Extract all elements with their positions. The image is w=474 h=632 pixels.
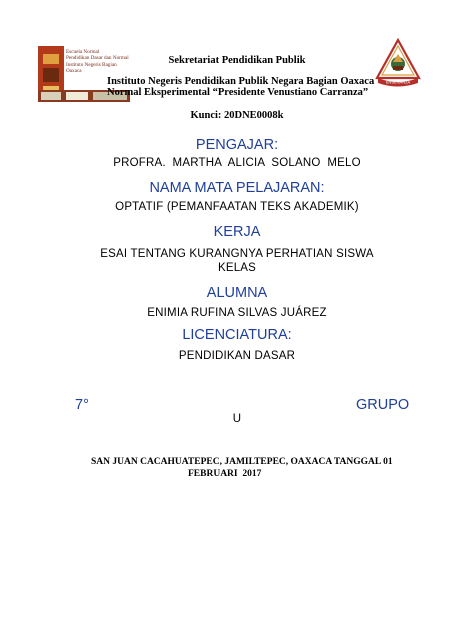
footer-month-year: FEBRUARI 2017 (188, 469, 262, 479)
work-title-line1: ESAI TENTANG KURANGNYA PERHATIAN SISWA (100, 248, 374, 260)
header-line-key: Kunci: 20DNE0008k (190, 110, 284, 121)
group-value: U (232, 413, 242, 425)
student-name: ENIMIA RUFINA SILVAS JUÁREZ (147, 307, 327, 319)
header-line-school: Normal Eksperimental “Presidente Venustiano Carranza” (107, 87, 369, 98)
semester-number: 7° (75, 397, 89, 413)
header-line-ministry: Sekretariat Pendidikan Publik (168, 55, 306, 66)
work-title-line2: KELAS (217, 262, 257, 274)
group-label: GRUPO (356, 397, 410, 413)
teacher-name: PROFRA. MARTHA ALICIA SOLANO MELO (113, 157, 361, 169)
student-label: ALUMNA (206, 285, 268, 301)
work-label: KERJA (213, 224, 261, 240)
teacher-label: PENGAJAR: (195, 137, 279, 153)
subject-label: NAMA MATA PELAJARAN: (149, 180, 325, 196)
degree-name: PENDIDIKAN DASAR (178, 350, 296, 362)
seal-ribbon-text: ENSEÑANZA (385, 79, 411, 85)
subject-name: OPTATIF (PEMANFAATAN TEKS AKADEMIK) (115, 201, 359, 213)
logo-left-text: Escuela Normal Pendidikan Dasar dan Normal Instituto Negeris Bagian Oaxaca (66, 49, 129, 75)
header-line-institute: Instituto Negeris Pendidikan Publik Negara Bagian Oaxaca (107, 76, 375, 87)
degree-label: LICENCIATURA: (182, 327, 292, 343)
footer-place-date: SAN JUAN CACAHUATEPEC, JAMILTEPEC, OAXACA TANGGAL 01 (91, 457, 393, 467)
